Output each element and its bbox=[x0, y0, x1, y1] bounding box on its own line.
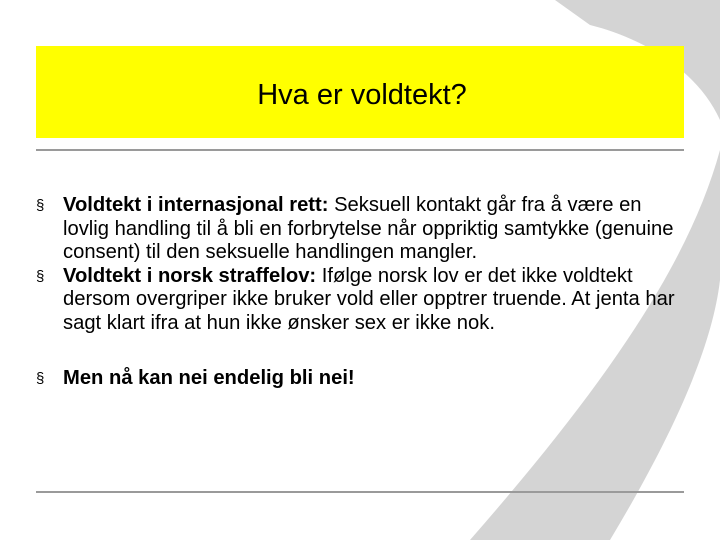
bullet-marker: § bbox=[36, 267, 45, 285]
bullet-item-international-law bbox=[36, 194, 676, 265]
bullet-lead: Voldtekt i internasjonal rett: bbox=[63, 194, 329, 216]
bullet-item-norwegian-law bbox=[36, 265, 676, 336]
bullet-marker: § bbox=[36, 370, 45, 387]
bullet-list bbox=[36, 194, 676, 391]
bullet-lead: Men nå kan nei endelig bli nei! bbox=[63, 367, 355, 389]
bullet-lead: Voldtekt i norsk straffelov: bbox=[63, 264, 317, 287]
title-banner bbox=[36, 46, 684, 138]
slide-title: Hva er voldtekt? bbox=[257, 78, 467, 111]
bullet-text: Seksuell kontakt går fra å være en lovlig handling til å bli en forbrytelse når oppriktig samtykke (genuine consent) til den seksuelle handlingen mangler. bbox=[63, 194, 674, 263]
bullet-marker: § bbox=[36, 197, 45, 214]
bullet-text: Ifølge norsk lov er det ikke voldtekt dersom overgriper ikke bruker vold eller opptrer truende. At jenta har sagt klart ifra at hun ikke ønsker sex er ikke nok. bbox=[63, 264, 675, 334]
top-divider bbox=[36, 149, 684, 151]
bottom-divider bbox=[36, 491, 684, 493]
bullet-item-no-means-no bbox=[36, 367, 676, 391]
